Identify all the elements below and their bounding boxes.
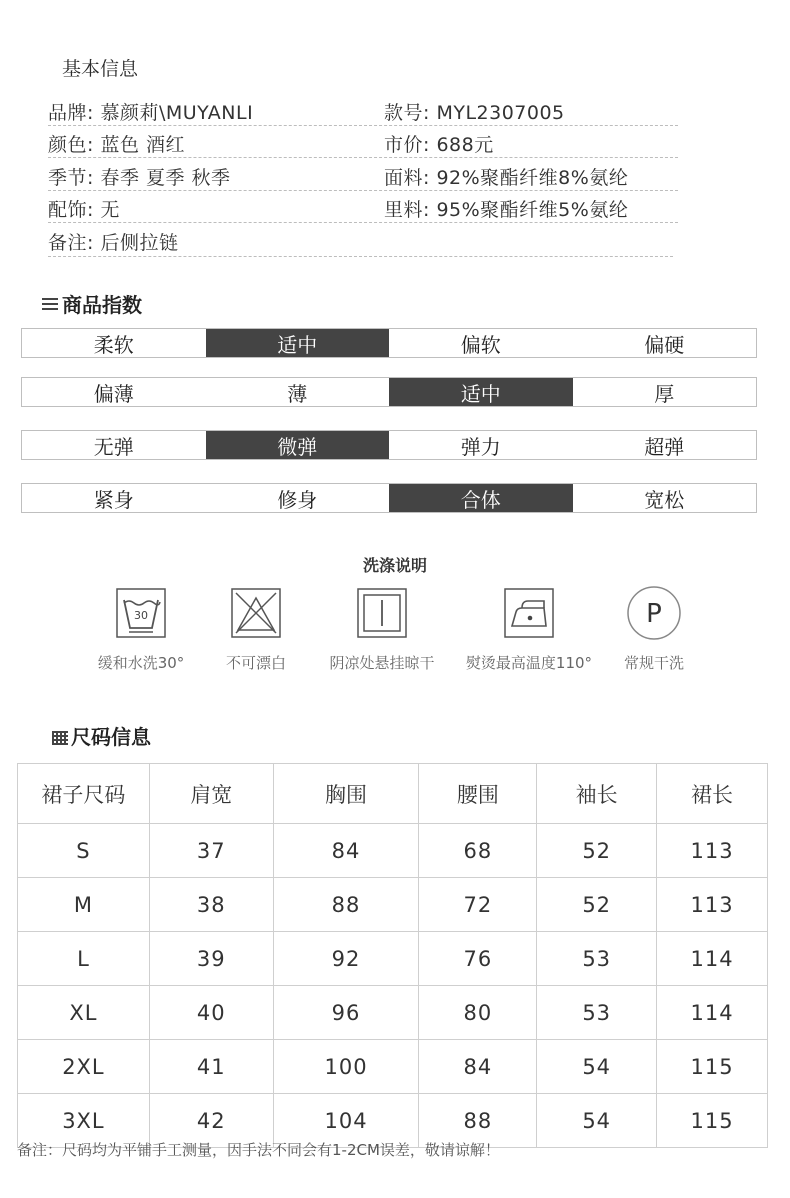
header-waist: 腰围 [419, 764, 537, 824]
table-cell: 72 [419, 878, 537, 932]
table-cell: 52 [537, 824, 657, 878]
divider [48, 190, 678, 191]
table-cell: 115 [657, 1040, 768, 1094]
list-icon [42, 298, 58, 310]
header-shoulder: 肩宽 [149, 764, 273, 824]
index-cell: 偏硬 [644, 332, 685, 357]
table-cell: 113 [657, 878, 768, 932]
table-row [18, 824, 768, 878]
basic-info-title: 基本信息 [62, 58, 139, 80]
info-color: 颜色: 蓝色 酒红 [48, 134, 185, 156]
table-cell: 96 [273, 986, 419, 1040]
wash-tub-30-icon [116, 588, 166, 638]
table-cell: 38 [149, 878, 273, 932]
wash-item [312, 588, 452, 673]
info-lining: 里料: 95%聚酯纤维5%氨纶 [384, 199, 629, 221]
no-bleach-icon [231, 588, 281, 638]
header-sleeve: 袖长 [537, 764, 657, 824]
size-info-title: 尺码信息 [71, 725, 151, 749]
table-cell: 53 [537, 986, 657, 1040]
svg-text:30: 30 [134, 609, 148, 622]
size-footnote: 备注：尺码均为平铺手工测量，因手法不同会有1-2CM误差，敬请谅解！ [17, 1141, 500, 1159]
table-cell: 53 [537, 932, 657, 986]
table-cell: S [18, 824, 150, 878]
index-cell: 超弹 [644, 434, 685, 459]
table-cell: 54 [537, 1094, 657, 1148]
washing-title: 洗涤说明 [362, 556, 427, 575]
table-header-row [18, 764, 768, 824]
table-row [18, 878, 768, 932]
table-row [18, 932, 768, 986]
wash-label: 阴凉处悬挂晾干 [329, 654, 435, 672]
table-cell: XL [18, 986, 150, 1040]
table-cell: 88 [419, 1094, 537, 1148]
wash-item [584, 588, 724, 673]
table-cell: M [18, 878, 150, 932]
table-cell: 114 [657, 986, 768, 1040]
table-cell: 3XL [18, 1094, 150, 1148]
wash-label: 常规干洗 [623, 654, 684, 672]
index-cell: 偏薄 [93, 381, 134, 406]
index-cell: 弹力 [460, 434, 501, 459]
index-cell-selected: 合体 [389, 484, 573, 512]
table-cell: 80 [419, 986, 537, 1040]
wash-label: 熨烫最高温度110° [465, 654, 593, 672]
table-cell: 92 [273, 932, 419, 986]
divider [48, 157, 678, 158]
divider [48, 125, 678, 126]
wash-label: 缓和水洗30° [97, 654, 185, 672]
table-cell: 42 [149, 1094, 273, 1148]
table-cell: 68 [419, 824, 537, 878]
index-cell: 无弹 [93, 434, 134, 459]
index-bar-thickness [21, 377, 757, 407]
wash-item [459, 588, 599, 673]
table-cell: 113 [657, 824, 768, 878]
index-cell: 修身 [277, 487, 318, 512]
product-index-title: 商品指数 [62, 293, 142, 317]
divider [48, 256, 673, 257]
index-cell-selected: 适中 [206, 329, 390, 357]
info-accessory: 配饰: 无 [48, 199, 120, 221]
table-cell: 39 [149, 932, 273, 986]
info-style-number: 款号: MYL2307005 [384, 102, 565, 124]
index-bar-softness [21, 328, 757, 358]
table-cell: 41 [149, 1040, 273, 1094]
table-cell: 114 [657, 932, 768, 986]
table-row [18, 1040, 768, 1094]
info-season: 季节: 春季 夏季 秋季 [48, 167, 231, 189]
iron-icon [504, 588, 554, 638]
info-brand: 品牌: 慕颜莉\MUYANLI [48, 102, 254, 124]
table-cell: 54 [537, 1040, 657, 1094]
size-table [17, 763, 768, 1148]
svg-text:P: P [646, 599, 662, 629]
index-cell: 紧身 [93, 487, 134, 512]
wash-label: 不可漂白 [225, 654, 286, 672]
table-cell: 76 [419, 932, 537, 986]
table-row [18, 986, 768, 1040]
info-note: 备注: 后侧拉链 [48, 232, 179, 254]
table-cell: 37 [149, 824, 273, 878]
index-bar-fit [21, 483, 757, 513]
index-cell: 柔软 [93, 332, 134, 357]
header-length: 裙长 [657, 764, 768, 824]
grid-icon [52, 731, 68, 745]
index-cell: 薄 [287, 381, 308, 406]
index-cell: 偏软 [460, 332, 501, 357]
index-cell: 宽松 [644, 487, 685, 512]
wash-item [186, 588, 326, 673]
table-cell: 40 [149, 986, 273, 1040]
index-bar-elasticity [21, 430, 757, 460]
size-info-heading [52, 721, 151, 750]
index-cell: 厚 [654, 381, 675, 406]
index-cell-selected: 适中 [389, 378, 573, 406]
divider [48, 222, 678, 223]
table-cell: 84 [419, 1040, 537, 1094]
table-cell: 88 [273, 878, 419, 932]
product-index-heading [42, 289, 142, 318]
dry-clean-p-icon [626, 585, 682, 641]
table-cell: 104 [273, 1094, 419, 1148]
info-price: 市价: 688元 [384, 134, 494, 156]
header-size: 裙子尺码 [18, 764, 150, 824]
table-cell: 100 [273, 1040, 419, 1094]
table-cell: 115 [657, 1094, 768, 1148]
table-cell: 84 [273, 824, 419, 878]
table-cell: 2XL [18, 1040, 150, 1094]
line-dry-shade-icon [357, 588, 407, 638]
index-cell-selected: 微弹 [206, 431, 390, 459]
table-cell: L [18, 932, 150, 986]
info-fabric: 面料: 92%聚酯纤维8%氨纶 [384, 167, 629, 189]
table-cell: 52 [537, 878, 657, 932]
header-bust: 胸围 [273, 764, 419, 824]
